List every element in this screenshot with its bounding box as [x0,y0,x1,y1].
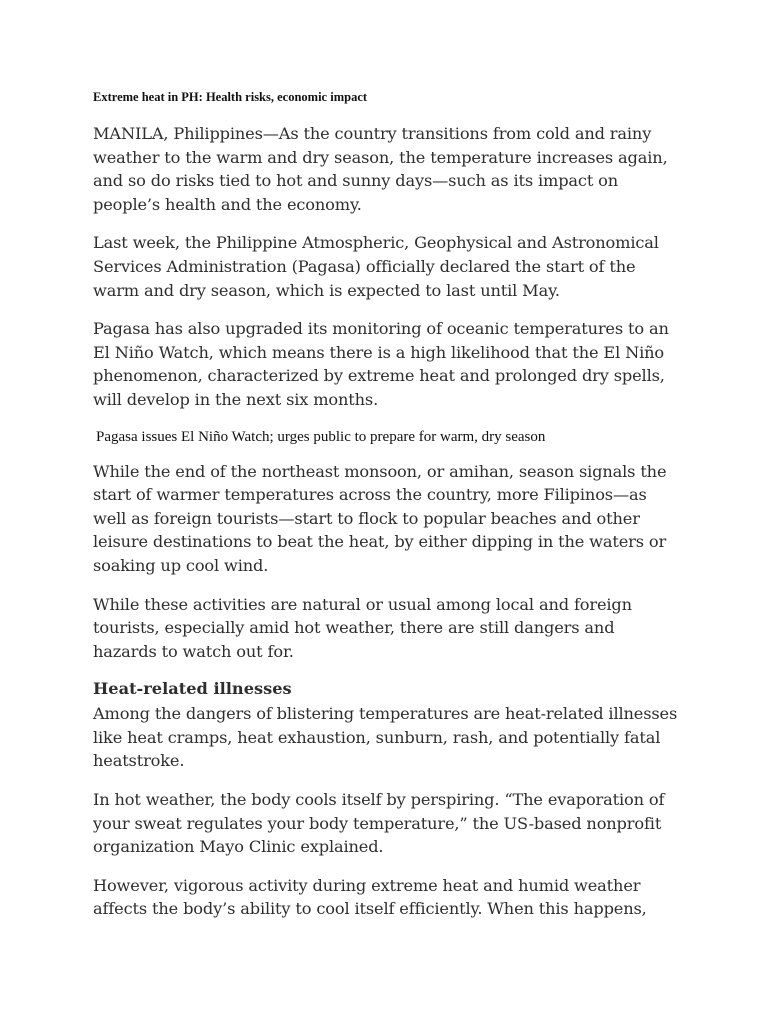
article-body [93,122,683,936]
section-heading: Heat-related illnesses [93,679,292,699]
paragraph: MANILA, Philippines—As the country transitions from cold and rainy weather to the warm and dry season, the temperature increases again, and so do risks tied to hot and sunny days—such as its impact on people’s health and the economy. [93,124,668,214]
paragraph: While these activities are natural or usual among local and foreign tourists, especially amid hot weather, there are still dangers and hazards to watch out for. [93,594,632,661]
document-title: Extreme heat in PH: Health risks, economic impact [93,90,368,104]
paragraph: Pagasa has also upgraded its monitoring of oceanic temperatures to an El Niño Watch, which means there is a high likelihood that the El Niño phenomenon, characterized by extreme heat and prolonged dry spells, will develop in the next six months. [93,319,669,409]
paragraph: In hot weather, the body cools itself by perspiring. “The evaporation of your sweat regulates your body temperature,” the US-based nonprofit organization Mayo Clinic explained. [93,790,665,857]
paragraph: While the end of the northeast monsoon, or amihan, season signals the start of warmer temperatures across the country, more Filipinos—as well as foreign tourists—start to flock to popular beaches and other leisure destinations to beat the heat, by either dipping in the waters or soaking up cool wind. [93,461,667,575]
paragraph: However, vigorous activity during extreme heat and humid weather affects the body’s ability to cool itself efficiently. When this happens, [93,875,647,919]
paragraph: Last week, the Philippine Atmospheric, Geophysical and Astronomical Services Administration (Pagasa) officially declared the start of the warm and dry season, which is expected to last until May. [93,233,659,300]
paragraph: Among the dangers of blistering temperatures are heat-related illnesses like heat cramps, heat exhaustion, sunburn, rash, and potentially fatal heatstroke. [93,704,678,771]
related-article-link[interactable]: Pagasa issues El Niño Watch; urges public to prepare for warm, dry season [96,428,546,445]
